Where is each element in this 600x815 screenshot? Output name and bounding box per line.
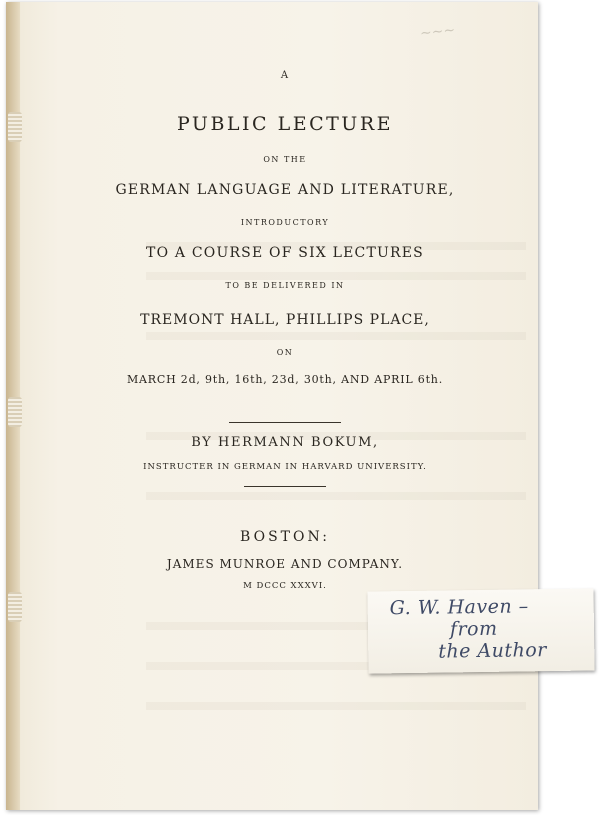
faint-pencil-mark: ~~~ — [419, 22, 456, 42]
on-line: ON — [276, 348, 294, 357]
delivered-line: TO BE DELIVERED IN — [225, 281, 345, 290]
publisher-line: JAMES MUNROE AND COMPANY. — [166, 557, 404, 571]
article-a: A — [280, 70, 290, 81]
course-line: TO A COURSE OF SIX LECTURES — [146, 245, 424, 261]
divider-rule — [229, 422, 341, 423]
show-through-text — [146, 702, 526, 710]
title-block — [20, 70, 550, 591]
introductory-line: INTRODUCTORY — [240, 218, 330, 227]
city-line: BOSTON: — [240, 529, 330, 545]
inscription-line-1: G. W. Haven – — [389, 595, 529, 620]
on-the-line: ON THE — [263, 155, 307, 164]
subject-line: GERMAN LANGUAGE AND LITERATURE, — [115, 182, 455, 198]
year-line: M DCCC XXXVI. — [243, 581, 327, 591]
author-line: BY HERMANN BOKUM, — [191, 435, 379, 450]
inscription-line-2: from — [449, 617, 498, 641]
inscription-line-3: the Author — [438, 639, 547, 663]
author-title-line: INSTRUCTER IN GERMAN IN HARVARD UNIVERSITY. — [143, 462, 427, 472]
venue-line: TREMONT HALL, PHILLIPS PLACE, — [140, 312, 430, 328]
dates-line: MARCH 2d, 9th, 16th, 23d, 30th, AND APRIL 6th. — [126, 373, 443, 386]
inscription-slip — [367, 588, 594, 673]
binding-thread — [8, 592, 22, 622]
divider-rule-short — [244, 486, 326, 487]
main-title: PUBLIC LECTURE — [176, 113, 393, 135]
